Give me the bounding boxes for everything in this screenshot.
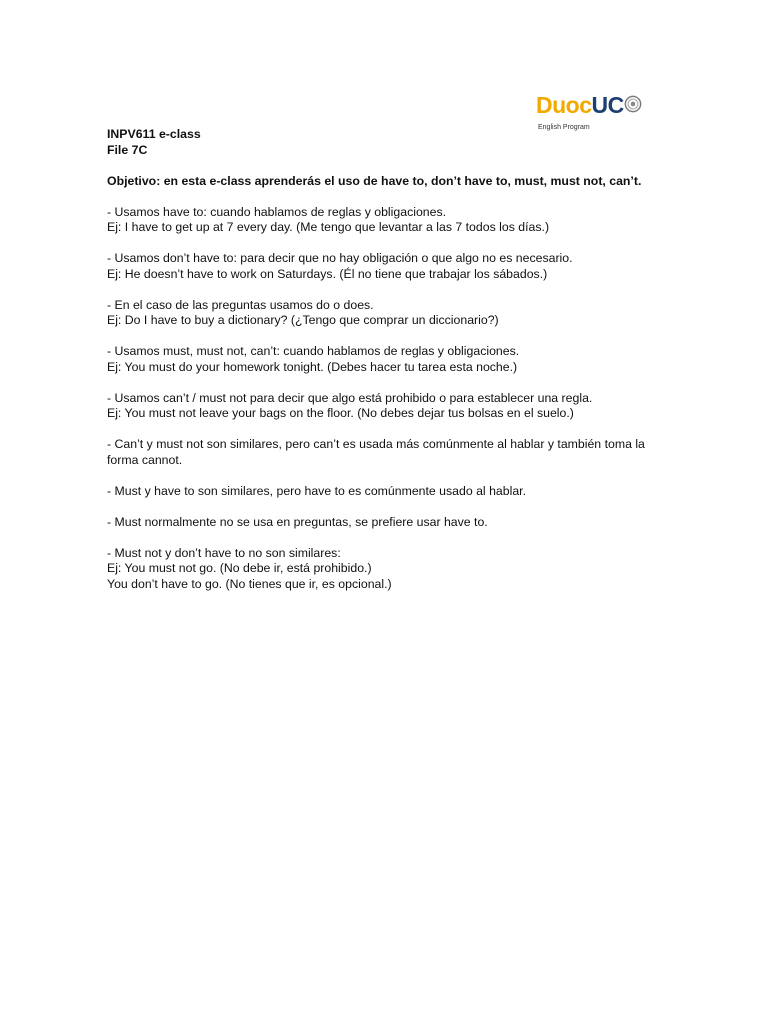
logo-subtitle: English Program: [538, 124, 590, 131]
rule-must: - Usamos must, must not, can’t: cuando hablamos de reglas y obligaciones.: [107, 344, 520, 358]
logo-uc-text: UC: [591, 92, 624, 118]
example-must-not-go: Ej: You must not go. (No debe ir, está prohibido.): [107, 561, 372, 575]
file-label: File 7C: [107, 142, 148, 157]
logo-duoc-text: Duoc: [536, 92, 592, 118]
document-body: [107, 127, 677, 592]
rule-dont-have-to: - Usamos don’t have to: para decir que no hay obligación o que algo no es necesario.: [107, 251, 573, 265]
example-questions: Ej: Do I have to buy a dictionary? (¿Tengo que comprar un diccionario?): [107, 313, 499, 327]
objective: Objetivo: en esta e-class aprenderás el uso de have to, don’t have to, must, must not, can’t.: [107, 173, 642, 188]
example-dont-have-to-go: You don’t have to go. (No tienes que ir, es opcional.): [107, 576, 392, 591]
logo-wordmark: [536, 90, 624, 120]
rule-cant-must-not: - Usamos can’t / must not para decir que algo está prohibido o para establecer una regla.: [107, 390, 593, 405]
note-must-not-vs-dont-have-to: - Must not y don’t have to no son similares:: [107, 545, 341, 560]
course-code: INPV611 e-class: [107, 127, 201, 141]
note-must-questions: - Must normalmente no se usa en preguntas, se prefiere usar have to.: [107, 514, 488, 529]
seal-icon: [624, 95, 642, 113]
example-cant-must-not: Ej: You must not leave your bags on the floor. (No debes dejar tus bolsas en el suelo.): [107, 406, 574, 420]
rule-questions: - En el caso de las preguntas usamos do o does.: [107, 297, 374, 312]
note-cant-vs-must-not: - Can’t y must not son similares, pero can’t es usada más comúnmente al hablar y también toma la forma cannot.: [107, 437, 645, 467]
example-have-to: Ej: I have to get up at 7 every day. (Me tengo que levantar a las 7 todos los días.): [107, 220, 550, 234]
rule-have-to: - Usamos have to: cuando hablamos de reglas y obligaciones.: [107, 204, 447, 219]
example-dont-have-to: Ej: He doesn’t have to work on Saturdays. (Él no tiene que trabajar los sábados.): [107, 266, 548, 281]
note-must-vs-have-to: - Must y have to son similares, pero have to es comúnmente usado al hablar.: [107, 483, 526, 498]
example-must: Ej: You must do your homework tonight. (Debes hacer tu tarea esta noche.): [107, 359, 518, 374]
